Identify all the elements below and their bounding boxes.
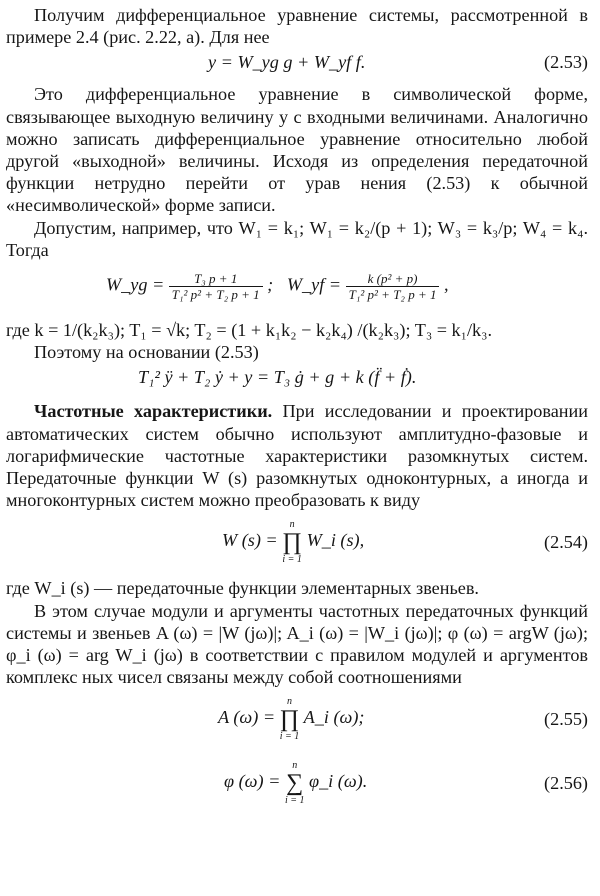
product-operator: n ∏ i = 1 bbox=[279, 696, 300, 743]
paragraph-modules-arguments: В этом случае модули и аргументы частотных передаточных функций системы и звеньев A (ω) = |W (jω)|; A_i (ω) = |W_i (jω)|; φ (ω) = argW (jω); φ_i (ω) = arg W_i (jω) в соответствии с правилом модулей и аргументов комплекс ных чисел связаны между собой соотношениями bbox=[6, 600, 588, 688]
eq256-lhs: φ (ω) = bbox=[224, 771, 281, 792]
sum-operator: n ∑ i = 1 bbox=[284, 760, 305, 807]
eq254-rhs: W_i (s), bbox=[306, 530, 365, 551]
paragraph-intro: Получим дифференциальное уравнение системы, рассмотренной в примере 2.4 (рис. 2.22, а). Для нее bbox=[6, 5, 588, 48]
section-run-in-heading: Частотные характеристики. bbox=[34, 401, 273, 422]
wyf-lhs: W_yf = bbox=[286, 274, 342, 295]
wyg-fraction bbox=[169, 271, 263, 302]
equation-number: (2.53) bbox=[544, 52, 588, 73]
wyf-denominator: T₁² p² + T₂ p + 1 bbox=[348, 287, 437, 303]
equation-number: (2.54) bbox=[544, 532, 588, 553]
eq255-lhs: A (ω) = bbox=[218, 707, 276, 728]
equation-body: y = W_yg g + W_yf f. bbox=[208, 52, 366, 73]
equation-2-56 bbox=[6, 754, 588, 816]
wyg-numerator: T₃ p + 1 bbox=[169, 271, 263, 287]
paragraph-symbolic-form: Это дифференциальное уравнение в символической форме, связывающее выходную величину y с входными величинами. Аналогично можно записать дифференциальное уравнение относительно любой другой «выходной» величины. Исходя из определения передаточной функции нетрудно перейти от урав нения (2.53) к обычной «несимволической» форме записи. bbox=[6, 84, 588, 216]
eq254-lhs: W (s) = bbox=[222, 530, 278, 551]
equation-2-55 bbox=[6, 690, 588, 752]
paragraph-assume: Допустим, например, что W₁ = k₁; W₁ = k₂/(p + 1); W₃ = k₃/p; W₄ = k₄. Тогда bbox=[6, 217, 588, 260]
equation-transfer-functions bbox=[6, 265, 588, 313]
ode-body: T₁² ÿ + T₂ ẏ + y = T₃ ġ + g + k (f̈ + ḟ). bbox=[138, 367, 417, 388]
paragraph-frequency bbox=[6, 400, 588, 511]
eq256-rhs: φ_i (ω). bbox=[309, 771, 368, 792]
wyg-lhs: W_yg = bbox=[106, 274, 165, 295]
equation-number: (2.56) bbox=[544, 773, 588, 794]
product-operator: n ∏ i = 1 bbox=[282, 519, 303, 566]
fraction-separator: ; bbox=[267, 274, 274, 295]
equation-2-53 bbox=[6, 51, 588, 79]
wyf-numerator: k (p² + p) bbox=[346, 271, 440, 287]
paragraph-therefore: Поэтому на основании (2.53) bbox=[34, 342, 259, 363]
equation-ode bbox=[6, 366, 588, 394]
wyg-denominator: T₁² p² + T₂ p + 1 bbox=[171, 287, 260, 303]
wyf-fraction bbox=[346, 271, 440, 302]
paragraph-where-wi: где W_i (s) — передаточные функции элементарных звеньев. bbox=[6, 578, 479, 599]
paragraph-frequency-text: При исследовании и проектировании автоматических систем обычно используют амплитудно-фазовые и логарифмические частотные характеристики разомкнутых систем. Передаточные функции W (s) разомкнутых одноконтурных, а иногда и многоконтурных систем можно преобразовать к виду bbox=[6, 401, 589, 511]
paragraph-where-k: где k = 1/(k₂k₃); T₁ = √k; T₂ = (1 + k₁k₂ − k₂k₄) /(k₂k₃); T₃ = k₁/k₃. bbox=[6, 320, 492, 341]
equation-number: (2.55) bbox=[544, 709, 588, 730]
equation-end-comma: , bbox=[444, 274, 449, 295]
equation-2-54 bbox=[6, 513, 588, 575]
eq255-rhs: A_i (ω); bbox=[303, 707, 365, 728]
